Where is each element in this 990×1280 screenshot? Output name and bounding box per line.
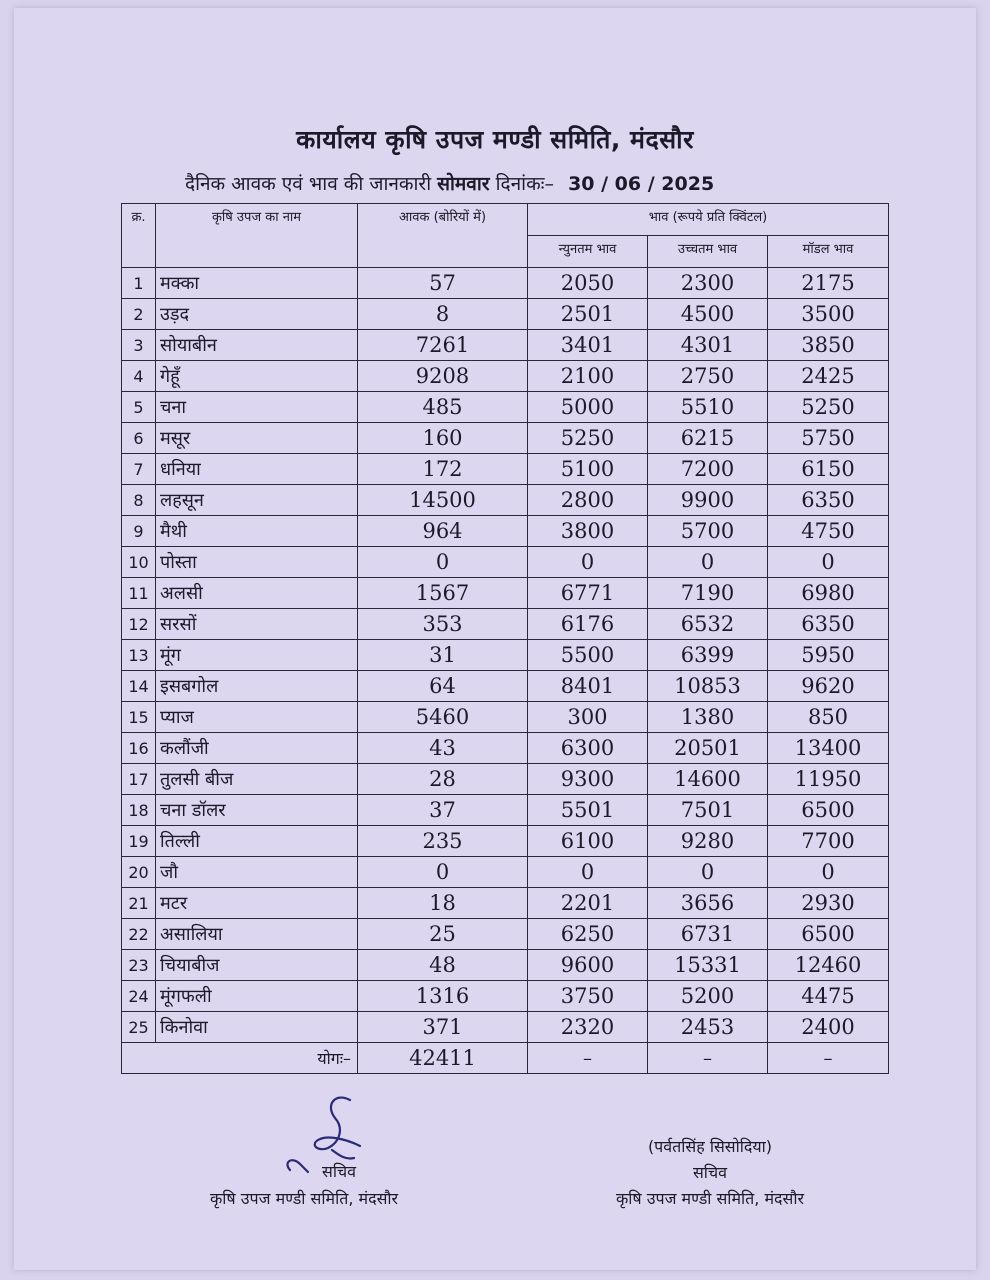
max-price: 3656 [648,888,768,919]
modal-price: 6500 [768,919,889,950]
total-arrival: 42411 [358,1043,528,1074]
crop-name: लहसून [156,485,358,516]
total-modal-dash: – [768,1043,889,1074]
crop-name: अलसी [156,578,358,609]
max-price: 0 [648,547,768,578]
row-sn: 14 [122,671,156,702]
max-price: 7200 [648,454,768,485]
max-price: 20501 [648,733,768,764]
arrival-value: 5460 [358,702,528,733]
arrival-value: 28 [358,764,528,795]
modal-price: 4475 [768,981,889,1012]
max-price: 5510 [648,392,768,423]
report-date: 30 / 06 / 2025 [568,173,715,195]
row-sn: 20 [122,857,156,888]
left-role: सचिव [322,1162,357,1181]
modal-price: 3850 [768,330,889,361]
crop-name: तुलसी बीज [156,764,358,795]
min-price: 0 [528,857,648,888]
modal-price: 6150 [768,454,889,485]
total-row [122,1043,889,1074]
table-row [122,423,889,454]
report-day: सोमवार [437,173,490,195]
max-price: 5200 [648,981,768,1012]
arrival-value: 14500 [358,485,528,516]
arrival-value: 0 [358,857,528,888]
table-row [122,826,889,857]
row-sn: 9 [122,516,156,547]
crop-name: चना [156,392,358,423]
report-subtitle [185,170,865,196]
row-sn: 12 [122,609,156,640]
date-label: दिनांकः– [495,173,555,195]
row-sn: 6 [122,423,156,454]
arrival-value: 485 [358,392,528,423]
arrival-value: 1316 [358,981,528,1012]
arrival-value: 37 [358,795,528,826]
min-price: 2201 [528,888,648,919]
signature-right [580,1134,840,1212]
min-price: 2100 [528,361,648,392]
modal-price: 2400 [768,1012,889,1043]
min-price: 6100 [528,826,648,857]
min-price: 5500 [528,640,648,671]
max-price: 5700 [648,516,768,547]
table-row [122,671,889,702]
row-sn: 15 [122,702,156,733]
crop-name: असालिया [156,919,358,950]
crop-name: मसूर [156,423,358,454]
modal-price: 5750 [768,423,889,454]
modal-price: 11950 [768,764,889,795]
header-arrival: आवक (बोरियों में) [358,204,528,268]
table-body [122,268,889,1043]
row-sn: 1 [122,268,156,299]
row-sn: 21 [122,888,156,919]
arrival-value: 172 [358,454,528,485]
row-sn: 16 [122,733,156,764]
min-price: 9600 [528,950,648,981]
crop-name: इसबगोल [156,671,358,702]
crop-name: मूंग [156,640,358,671]
max-price: 7190 [648,578,768,609]
min-price: 6300 [528,733,648,764]
row-sn: 11 [122,578,156,609]
row-sn: 3 [122,330,156,361]
arrival-value: 9208 [358,361,528,392]
header-price-group: भाव (रूपये प्रति क्विंटल) [528,204,889,236]
row-sn: 18 [122,795,156,826]
min-price: 8401 [528,671,648,702]
max-price: 6532 [648,609,768,640]
table-row [122,485,889,516]
modal-price: 4750 [768,516,889,547]
arrival-value: 160 [358,423,528,454]
header-min-price: न्युनतम भाव [528,236,648,268]
table-row [122,733,889,764]
arrival-value: 43 [358,733,528,764]
modal-price: 13400 [768,733,889,764]
modal-price: 6500 [768,795,889,826]
arrival-value: 8 [358,299,528,330]
crop-name: गेहूँ [156,361,358,392]
arrival-value: 48 [358,950,528,981]
right-role: सचिव [692,1163,728,1182]
max-price: 4301 [648,330,768,361]
min-price: 5501 [528,795,648,826]
table-row [122,795,889,826]
row-sn: 10 [122,547,156,578]
table-row [122,268,889,299]
crop-name: चना डॉलर [156,795,358,826]
arrival-value: 57 [358,268,528,299]
header-sn: क्र. [122,204,156,268]
arrival-value: 64 [358,671,528,702]
modal-price: 2930 [768,888,889,919]
table-row [122,454,889,485]
total-min-dash: – [528,1043,648,1074]
row-sn: 23 [122,950,156,981]
crop-name: कलौंजी [156,733,358,764]
right-org: कृषि उपज मण्डी समिति, मंदसौर [615,1189,805,1208]
signatory-name: (पर्वतसिंह सिसोदिया) [647,1137,773,1156]
row-sn: 4 [122,361,156,392]
min-price: 3800 [528,516,648,547]
table-row [122,609,889,640]
row-sn: 25 [122,1012,156,1043]
crop-name: चियाबीज [156,950,358,981]
row-sn: 19 [122,826,156,857]
min-price: 2320 [528,1012,648,1043]
crop-name: मूंगफली [156,981,358,1012]
header-modal-price: मॉडल भाव [768,236,889,268]
modal-price: 7700 [768,826,889,857]
table-row [122,950,889,981]
mandi-rates-table [121,203,889,1074]
max-price: 15331 [648,950,768,981]
max-price: 14600 [648,764,768,795]
crop-name: सोयाबीन [156,330,358,361]
arrival-value: 31 [358,640,528,671]
min-price: 0 [528,547,648,578]
min-price: 2800 [528,485,648,516]
crop-name: उड़द [156,299,358,330]
crop-name: तिल्ली [156,826,358,857]
table-row [122,919,889,950]
table-row [122,764,889,795]
arrival-value: 1567 [358,578,528,609]
table-row [122,299,889,330]
max-price: 7501 [648,795,768,826]
modal-price: 12460 [768,950,889,981]
min-price: 6176 [528,609,648,640]
modal-price: 2175 [768,268,889,299]
table-row [122,516,889,547]
min-price: 3401 [528,330,648,361]
modal-price: 6350 [768,485,889,516]
crop-name: मक्का [156,268,358,299]
min-price: 6250 [528,919,648,950]
table-row [122,857,889,888]
crop-name: मटर [156,888,358,919]
crop-name: सरसों [156,609,358,640]
row-sn: 13 [122,640,156,671]
min-price: 3750 [528,981,648,1012]
arrival-value: 235 [358,826,528,857]
table-row [122,547,889,578]
max-price: 10853 [648,671,768,702]
total-max-dash: – [648,1043,768,1074]
max-price: 6731 [648,919,768,950]
max-price: 2453 [648,1012,768,1043]
table-row [122,392,889,423]
table-row [122,888,889,919]
modal-price: 6980 [768,578,889,609]
max-price: 2300 [648,268,768,299]
modal-price: 850 [768,702,889,733]
max-price: 6399 [648,640,768,671]
max-price: 1380 [648,702,768,733]
subtitle-text: दैनिक आवक एवं भाव की जानकारी [185,173,432,195]
arrival-value: 371 [358,1012,528,1043]
crop-name: पोस्ता [156,547,358,578]
crop-name: प्याज [156,702,358,733]
row-sn: 2 [122,299,156,330]
modal-price: 6350 [768,609,889,640]
max-price: 2750 [648,361,768,392]
max-price: 0 [648,857,768,888]
max-price: 9280 [648,826,768,857]
row-sn: 22 [122,919,156,950]
crop-name: धनिया [156,454,358,485]
max-price: 4500 [648,299,768,330]
table-row [122,578,889,609]
row-sn: 8 [122,485,156,516]
modal-price: 5250 [768,392,889,423]
table-row [122,702,889,733]
min-price: 9300 [528,764,648,795]
table-row [122,981,889,1012]
max-price: 9900 [648,485,768,516]
row-sn: 5 [122,392,156,423]
table-row [122,330,889,361]
min-price: 5000 [528,392,648,423]
office-title: कार्यालय कृषि उपज मण्डी समिति, मंदसौर [296,125,694,154]
min-price: 300 [528,702,648,733]
max-price: 6215 [648,423,768,454]
header-crop-name: कृषि उपज का नाम [156,204,358,268]
modal-price: 9620 [768,671,889,702]
modal-price: 3500 [768,299,889,330]
total-label: योगः– [122,1043,358,1074]
modal-price: 5950 [768,640,889,671]
table-row [122,361,889,392]
arrival-value: 7261 [358,330,528,361]
min-price: 5100 [528,454,648,485]
header-max-price: उच्चतम भाव [648,236,768,268]
crop-name: किनोवा [156,1012,358,1043]
arrival-value: 0 [358,547,528,578]
arrival-value: 25 [358,919,528,950]
min-price: 2501 [528,299,648,330]
crop-name: मैथी [156,516,358,547]
arrival-value: 353 [358,609,528,640]
table-row [122,1012,889,1043]
crop-name: जौ [156,857,358,888]
modal-price: 0 [768,547,889,578]
min-price: 2050 [528,268,648,299]
left-org: कृषि उपज मण्डी समिति, मंदसौर [210,1189,399,1208]
arrival-value: 964 [358,516,528,547]
modal-price: 0 [768,857,889,888]
min-price: 6771 [528,578,648,609]
table-row [122,640,889,671]
row-sn: 24 [122,981,156,1012]
arrival-value: 18 [358,888,528,919]
row-sn: 7 [122,454,156,485]
modal-price: 2425 [768,361,889,392]
row-sn: 17 [122,764,156,795]
min-price: 5250 [528,423,648,454]
